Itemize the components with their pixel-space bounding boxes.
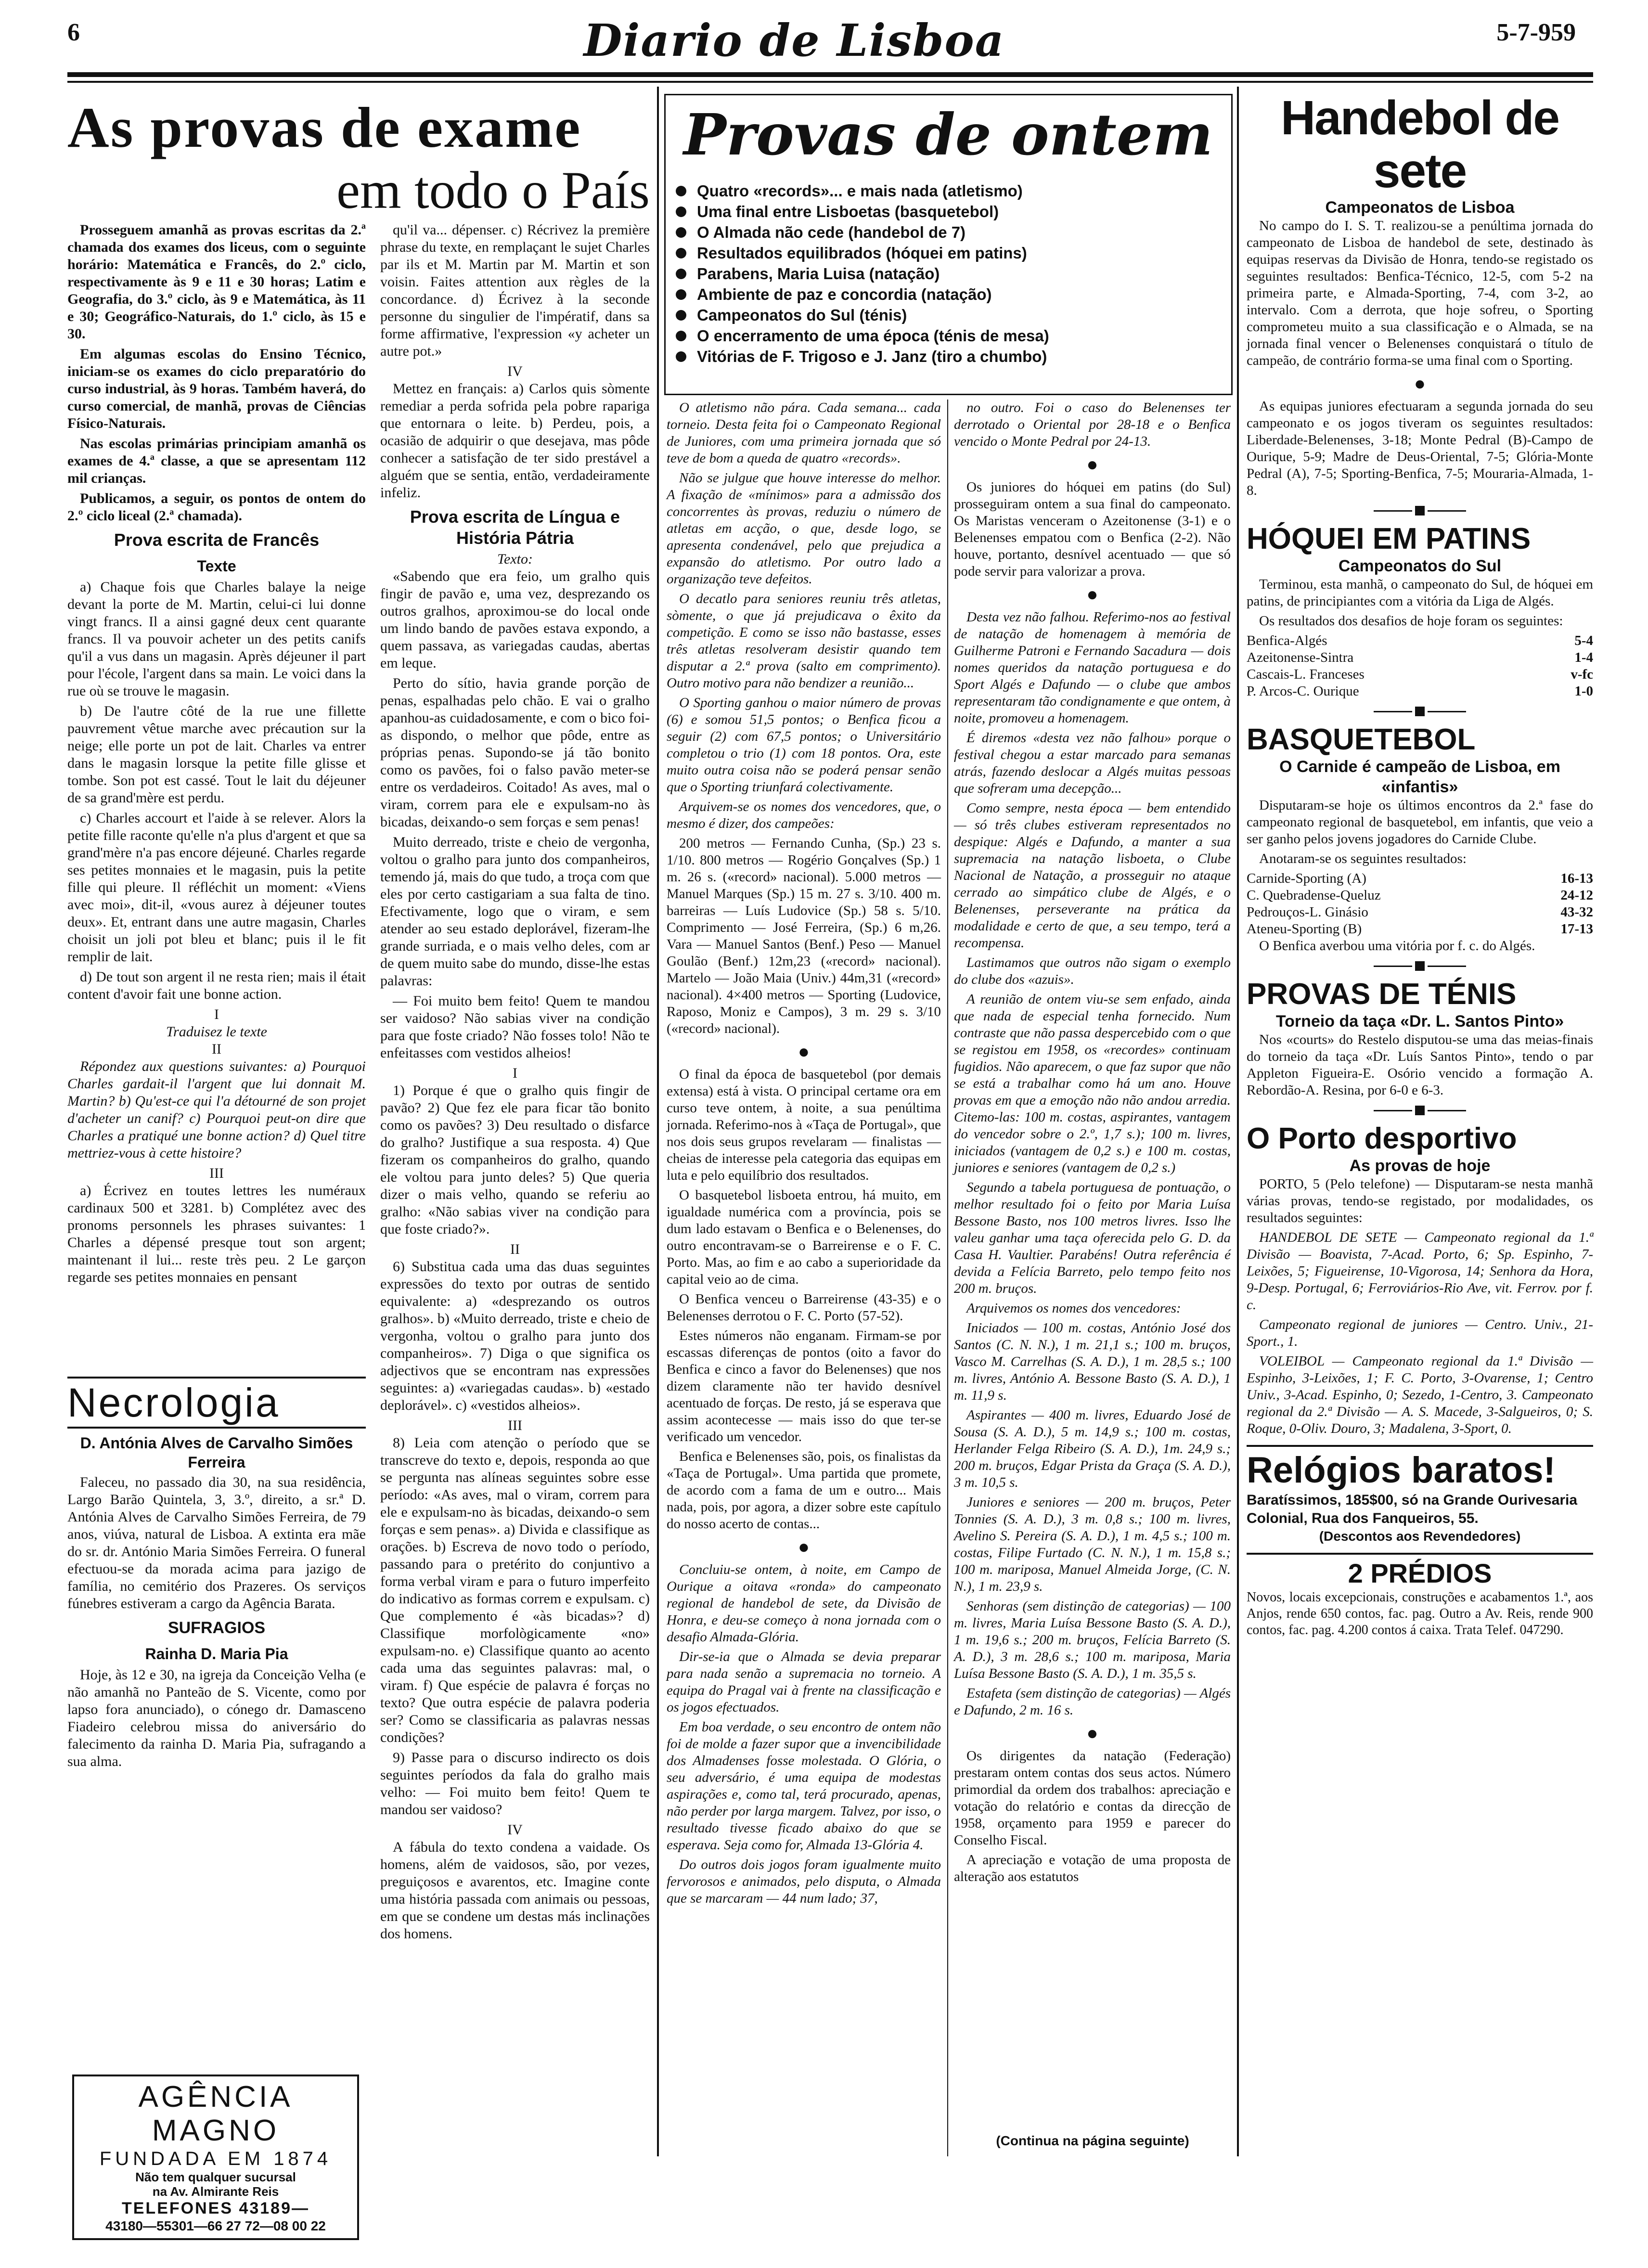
- separator-dot: ●: [1086, 453, 1098, 475]
- porto-body: [1247, 1176, 1593, 1437]
- result-row: [1247, 649, 1593, 666]
- provas-a14: Do outros dois jogos foram igualmente muito fervorosos e animados, pelo disputa, o Almada que se marcaram — 44 num lado; 37,: [667, 1857, 941, 1906]
- provas-b9: Arquivemos os nomes dos vencedores:: [966, 1301, 1181, 1316]
- result-score: 17-13: [1560, 921, 1593, 937]
- provas-a2: Não se julgue que houve interesse do melhor. A fixação de «mínimos» para a admissão dos concorrentes às provas, reduziu o número de atletas em acção, o que, desde logo, se apresenta condenável, pelo que prejudica a expansão do atletismo. Por outro lado a organização teve defeitos.: [667, 470, 941, 587]
- ecrivez: a) Écrivez en toutes lettres les numéraux cardinaux 500 et 3281. b) Complétez avec des pronoms personnels les phrases suivantes: 1 Charles a dépensé presque tout son argent; maintenant il lui... reste très peu. 2 Le garçon regarde ses petites monnaies en pensant: [67, 1183, 366, 1285]
- exames-title-line2: em todo o País: [336, 161, 650, 219]
- roman-iii-b: III: [508, 1418, 522, 1433]
- result-row: [1247, 870, 1593, 887]
- porto-p1: PORTO, 5 (Pelo telefone) — Disputaram-se nesta manhã várias provas, tendo-se registado, por modalidades, os resultados seguintes:: [1247, 1176, 1593, 1225]
- result-match: Benfica-Algés: [1247, 633, 1327, 648]
- necrologia-name: D. Antónia Alves de Carvalho Simões Ferreira: [80, 1434, 353, 1471]
- provas-b6: Lastimamos que outros não sigam o exemplo do clube dos «azuis».: [954, 955, 1231, 987]
- agencia-magno-ad: [72, 2075, 359, 2240]
- result-score: 24-12: [1560, 888, 1593, 903]
- provas-b7: A reunião de ontem viu-se sem enfado, ainda que nada de especial tenha fornecido. Num contraste que não passa despercebido com o que se registou em 1958, os «recordes» continuam fugidios. Não aparecem, o que faz supor que não se está a trabalhar como há um ano. Houve provas em que a emoção não não andou arredia. Citemo-las: 100 m. costas, aspirantes, vantagem do vencedor sobre o 2.º, 1,7 s.); 100 m. livres, iniciados (vantagem de 0,2 s.) e 100 m. costas, juniores e seniores (vantagem de 0,2 s.): [954, 992, 1231, 1175]
- section-divider: [1247, 707, 1593, 716]
- bullet-icon: [676, 227, 686, 238]
- questions-i: 1) Porque é que o gralho quis fingir de pavão? 2) Que fez ele para ficar tão bonito como os pavões? 3) Deu resultado o disfarce do gralho? Justifique a sua resposta. 4) Que fizeram os companheiros do gralho, quando ele voltou para junto deles? 5) Que queria dizer o mais velho, quando se referiu ao gralho: «Não sabias viver na condição para que foste criado?».: [380, 1082, 650, 1237]
- provas-bullet-text: O encerramento de uma época (ténis de mesa): [697, 327, 1049, 345]
- bullet-icon: [676, 289, 686, 300]
- agencia-line1: Não tem qualquer sucursal: [135, 2170, 296, 2184]
- questions-iv: A fábula do texto condena a vaidade. Os homens, além de vaidosos, são, por vezes, preguiçosos e avarentos, etc. Imagine conte uma história passada com animais ou pessoas, em que se condene um destas más inclinações dos homens.: [380, 1839, 650, 1942]
- hoquei-body: [1247, 576, 1593, 700]
- traduisez: Traduisez le texte: [166, 1024, 267, 1040]
- lingua-heading: Prova escrita de Língua e História Pátria: [410, 507, 620, 548]
- provas-b10: Iniciados — 100 m. costas, António José dos Santos (C. N. N.), 1 m. 21,1 s.; 100 m. bruços, Vasco M. Carrelhas (S. A. D.), 1 m. 28,5 s.; 100 m. livres, António A. Bessone Basto (S. A. D.), 1 m. 11,9 s.: [954, 1320, 1231, 1403]
- provas-a11: Concluiu-se ontem, à noite, em Campo de Ourique a oitava «ronda» do campeonato regional de handebol de sete, da Divisão de Honra, e deu-se começo à nona jornada com o desafio Almada-Glória.: [667, 1562, 941, 1645]
- provas-bullet-text: Resultados equilibrados (hóquei em patins): [697, 244, 1027, 262]
- porto-p3: Campeonato regional de juniores — Centro. Univ., 21-Sport., 1.: [1247, 1317, 1593, 1349]
- agencia-phones: 43180—55301—66 27 72—08 00 22: [105, 2218, 326, 2233]
- result-row: [1247, 632, 1593, 649]
- provas-a9: Estes números não enganam. Firmam-se por escassas diferenças de pontos (oito a favor do Benfica e cinco a favor do Belenenses) que nos dizem claramente não ter havido desnível acentuado de forças. De resto, já se esperava que assim acontecesse — mais isso do que ter-se verificado um vencedor.: [667, 1328, 941, 1444]
- questions-iii: 8) Leia com atenção o período que se transcreve do texto e, depois, responda ao que se pergunta nas alíneas seguintes sobre esse período: «As aves, mal o viram, correm para ele e expulsam-no às bicadas, deixando-o sem forças e sem penas». a) Divida e classifique as orações. b) Escreva de novo todo o período, passando para o pretérito do conjuntivo a forma verbal viram e para o futuro imperfeito do indicativo as formas correm e expulsam. c) Que complemento é «às bicadas»? d) Classifique morfològicamente «no» expulsam-no. e) Classifique quanto ao acento cada uma das seguintes palavras: mal, o viram. f) Que espécie de palavra é forças no texto? Que outra espécie de palavra poderia ser? Como se classificaria as palavras nessas condições?: [380, 1435, 650, 1745]
- col2-top: qu'il va... dépenser. c) Récrivez la première phrase du texte, en remplaçant le sujet Charles par ils et M. Martin par M. Martin et son voisin. Faites attention aux règles de la concordance. d) Écrivez à la seconde personne du singulier de l'impératif, dans sa forme affirmative, l'expression «y acheter un autre pot.»: [380, 222, 650, 359]
- provas-bullet-text: Campeonatos do Sul (ténis): [697, 306, 907, 324]
- result-match: P. Arcos-C. Ourique: [1247, 683, 1359, 699]
- roman-iii: III: [209, 1165, 224, 1181]
- provas-a3: O decatlo para seniores reuniu três atletas, sòmente, o que já prejudicava o êxito da competição. E como se isso não bastasse, esses três atletas resolveram desistir quando tem disputar a 2.ª prova (salto em comprimento). Outro motivo para não bendizer a reunião...: [667, 591, 941, 691]
- tenis-body: [1247, 1031, 1593, 1099]
- provas-b5: Como sempre, nesta época — bem entendido — só três clubes estiveram representados no despique: Algés e Dafundo, a manter a sua supremacia na natação lisboeta, o Clube Nacional de Natação, a prosseguir no ataque cerrado ao simpático clube de Algés, e o Belenenses, perseverante na prática da modalidade e certo de que, a seu tempo, terá a recompensa.: [954, 800, 1231, 951]
- provas-bullet-text: O Almada não cede (handebol de 7): [697, 223, 966, 241]
- exames-col-1: [67, 221, 366, 1289]
- handebol-p1: No campo do I. S. T. realizou-se a penúltima jornada do campeonato de Lisboa de handebol de sete, destinado às equipas reservas da Divisão de Honra, tendo-se registado os seguintes resultados: Benfica-Técnico, 12-5, com 5-2 na primeira parte, e Almada-Sporting, 7-4, com 3-2, ao intervalo. Com a derrota, que hoje sofreu, o Sporting comprometeu muito a sua classificação e o Almada, se na jornada final vencer o Belenenses conquistará o título de campeão, de contrário forma-se uma final com o Sporting.: [1247, 218, 1593, 368]
- provas-bullet: [674, 201, 1223, 222]
- result-match: C. Quebradense-Queluz: [1247, 888, 1381, 903]
- provas-bullet: [674, 346, 1223, 367]
- rainha-heading: Rainha D. Maria Pia: [145, 1645, 288, 1662]
- porto-title: O Porto desportivo: [1247, 1122, 1517, 1155]
- provas-b11: Aspirantes — 400 m. livres, Eduardo José de Sousa (S. A. D.), 5 m. 14,9 s.; 100 m. costas, Herlander Felga Ribeiro (S. A. D.), 1m. 24,9 s.; 200 m. bruços, Edgar Prista da Graça (S. A. D.), 3 m. 10,5 s.: [954, 1407, 1231, 1490]
- repondez: Répondez aux questions suivantes: a) Pourquoi Charles gardait-il l'argent que lui donnait M. Martin? b) Qu'est-ce qui l'a détourné de son projet d'acheter un canif? c) Pourquoi peut-on dire que Charles a pratiqué une bonne action? d) Quel titre mettriez-vous à cette histoire?: [67, 1058, 366, 1161]
- provas-b16: A apreciação e votação de uma proposta de alteração aos estatutos: [954, 1852, 1231, 1884]
- provas-a1: O atletismo não pára. Cada semana... cada torneio. Desta feita foi o Campeonato Regional de Juniores, com uma primeira jornada que só teve de bom a queda de quatro «records».: [667, 400, 941, 466]
- header-rule-thin: [67, 81, 1593, 83]
- frances-para-a: a) Chaque fois que Charles balaye la neige devant la porte de M. Martin, celui-ci lui donne vingt francs. Il a ainsi gagné deux cent quarante francs. Il va pouvoir acheter un des petits canifs qu'il a vus dans un magasin. Après déjeuner il part pour l'école, l'argent dans sa main. Le voici dans la rue où se trouve le magasin.: [67, 579, 366, 699]
- result-score: 1-4: [1574, 650, 1593, 665]
- result-score: v-fc: [1571, 667, 1593, 682]
- issue-date: 5-7-959: [1496, 19, 1576, 46]
- separator-dot: ●: [1086, 1722, 1098, 1744]
- provas-bullet-text: Uma final entre Lisboetas (basquetebol): [697, 203, 999, 220]
- column-rule-inner: [947, 399, 948, 2156]
- exames-lead-2: Em algumas escolas do Ensino Técnico, iniciam-se os exames do ciclo preparatório do curso industrial, às 9 horas. Também haverá, do curso comercial, de manhã, provas de Ciências Físico-Naturais.: [67, 346, 366, 431]
- result-row: [1247, 666, 1593, 683]
- relogios-title: Relógios baratos!: [1247, 1450, 1556, 1491]
- relogios-text: Baratíssimos, 185$00, só na Grande Ourivesaria Colonial, Rua dos Fanqueiros, 55.: [1247, 1492, 1578, 1526]
- result-match: Ateneu-Sporting (B): [1247, 921, 1362, 937]
- frances-para-c: c) Charles accourt et l'aide à se relever. Alors la petite fille raconte qu'elle n'a plus d'argent et que sa grand'mère n'a pas encore déjeuné. Charles regarde ses petites monnaies et le magasin, puis la petite fille qui pleure. Il réfléchit un moment: «Viens avec moi», dit-il, «vous aurez à déjeuner toutes deux». Et, entrant dans une autre magasin, Charles choisit un joli pot bleu et blanc; puis il le fit remplir de lait.: [67, 810, 366, 965]
- provas-b1: no outro. Foi o caso do Belenenses ter derrotado o Oriental por 28-18 e o Benfica vencido o Monte Pedral por 24-13.: [954, 400, 1231, 449]
- provas-bullet: [674, 222, 1223, 243]
- provas-bullet-text: Quatro «records»... e mais nada (atletismo): [697, 182, 1023, 200]
- hoquei-p1: Terminou, esta manhã, o campeonato do Sul, de hóquei em patins, de principiantes com a vitória da Liga de Algés.: [1247, 577, 1593, 609]
- porto-sub: As provas de hoje: [1349, 1157, 1491, 1175]
- provas-bullet: [674, 305, 1223, 325]
- provas-bullet: [674, 325, 1223, 346]
- necrologia-title: Necrologia: [67, 1377, 366, 1429]
- result-score: 1-0: [1574, 683, 1593, 699]
- lingua-p4: — Foi muito bem feito! Quem te mandou ser vaidoso? Não sabias viver na condição para que foste criado? Não fosses tolo! Não te enfeitasses com vestidos alheios!: [380, 993, 650, 1061]
- masthead: Diario de Lisboa: [583, 14, 1005, 66]
- questions-9: 9) Passe para o discurso indirecto os dois seguintes períodos da fala do gralho mais velho: — Foi muito bem feito! Quem te mandou ser vaidoso?: [380, 1750, 650, 1817]
- tenis-sub: Torneio da taça «Dr. L. Santos Pinto»: [1275, 1012, 1564, 1031]
- predios-text: Novos, locais excepcionais, construções e acabamentos 1.ª, aos Anjos, rende 650 contos, fac. pag. Outro a Av. Reis, rende 900 contos, fac. pag. 4.200 contos á caixa. Trata Telef. 047290.: [1247, 1590, 1593, 1637]
- column-rule-1: [657, 87, 659, 2156]
- roman-ii-b: II: [510, 1241, 520, 1257]
- provas-b14: Estafeta (sem distinção de categorias) — Algés e Dafundo, 2 m. 16 s.: [954, 1686, 1231, 1718]
- hoquei-title: HÓQUEI EM PATINS: [1247, 522, 1531, 555]
- exames-lead-3: Nas escolas primárias principiam amanhã os exames de 4.ª classe, a que se apresentam 112 mil crianças.: [67, 436, 366, 486]
- porto-p2: HANDEBOL DE SETE — Campeonato regional da 1.ª Divisão — Boavista, 7-Acad. Porto, 6; Sp. Espinho, 7-Leixões, 5; Figueirense, 10-Vigorosa, 14; Senhora da Hora, 9-Desp. Portugal, 6; Ferroviários-Rio Ave, vit. Ferrov. por f. c.: [1247, 1230, 1593, 1313]
- predios-ad: [1247, 1553, 1593, 1638]
- roman-iv-b: IV: [507, 1822, 523, 1838]
- texte-heading: Texte: [197, 557, 236, 575]
- predios-title: 2 PRÉDIOS: [1348, 1558, 1492, 1588]
- provas-b12: Juniores e seniores — 200 m. bruços, Peter Tonnies (S. A. D.), 3 m. 0,8 s.; 100 m. livres, Avelino S. Pereira (S. A. D.), 1 m. 4,5 s.; 100 m. costas, Filipe Furtado (C. N. N.), 1 m. 15,8 s.; 100 m. mariposa, Manuel Almeida Jorge, (C. N. N.), 1 m. 23,9 s.: [954, 1495, 1231, 1594]
- provas-b8: Segundo a tabela portuguesa de pontuação, o melhor resultado foi o feito por Maria Luísa Bessone Basto, nos 100 metros livres. Isso lhe valeu ganhar uma taça oferecida pelo G. D. da Casa H. Vaultier. Parabéns! Outra referência é devida a Felícia Barreto, pelo tempo feito nos 200 m. bruços.: [954, 1180, 1231, 1296]
- bullet-icon: [676, 310, 686, 321]
- provas-b13: Senhoras (sem distinção de categorias) — 100 m. livres, Maria Luísa Bessone Basto (S. A. D.), 1 m. 19,6 s.; 200 m. bruços, Felícia Barreto (S. A. D.), 3 m. 28,6 s.; 100 m. mariposa, Maria Luísa Bessone Basto (S. A. D.), 1 m. 35,5 s.: [954, 1598, 1231, 1681]
- roman-iv: IV: [507, 363, 523, 379]
- frances-heading: Prova escrita de Francês: [114, 530, 320, 550]
- tenis-title: PROVAS DE TÉNIS: [1247, 978, 1517, 1011]
- bullet-icon: [676, 331, 686, 341]
- agencia-phones-label: TELEFONES 43189—: [121, 2199, 309, 2217]
- provas-b3: Desta vez não falhou. Referimo-nos ao festival de natação de homenagem à memória de Guilherme Patroni e Fernando Sacadura — dois nomes queridos da natação portuguesa e do Sport Algés e Dafundo — o clube que ambos representaram tão condignamente e que ontem, à noite, promoveu a homenagem.: [954, 609, 1231, 726]
- provas-a5: Arquivem-se os nomes dos vencedores, que, o mesmo é dizer, dos campeões:: [667, 799, 941, 831]
- separator-dot: ●: [1414, 373, 1426, 394]
- handebol-body: [1247, 218, 1593, 499]
- page-number: 6: [67, 19, 80, 46]
- result-row: [1247, 921, 1593, 938]
- result-match: Cascais-L. Franceses: [1247, 667, 1365, 682]
- necrologia-body: [67, 1474, 366, 1770]
- section-divider: [1247, 506, 1593, 515]
- questions-ii: 6) Substitua cada uma das duas seguintes expressões do texto por outras de sentido equivalente: a) «desprezando os outros gralhos». b) «Muito derreado, triste e cheio de vergonha, voltou o gralho para junto dos companheiros». 7) Diga o que significa os adjectivos que se encontram nas expressões seguintes: a) «variegadas caudas». b) «estado deplorável». c) «vestidos alheios».: [380, 1259, 650, 1413]
- provas-a4: O Sporting ganhou o maior número de provas (6) e somou 51,5 pontos; o Benfica ficou a seguir (2) com 67,5 pontos; o Universitário completou o trio (1) com 18 pontos. Ora, este muito outra coisa não se poderá pensar senão que o Sporting triunfará colectivamente.: [667, 695, 941, 795]
- provas-bullet: [674, 263, 1223, 284]
- provas-bullet: [674, 180, 1223, 201]
- frances-para-b: b) De l'autre côté de la rue une fillette pauvrement vêtue marche avec précaution sur la neige; elle porte un pot de lait. Charles va entrer dans le magasin lorsque la petite fille glisse et tombe. Son pot est cassé. Tout le lait du déjeuner de sa grand'mère est perdu.: [67, 703, 366, 806]
- header-rule: [67, 72, 1593, 77]
- basquetebol-p3: O Benfica averbou uma vitória por f. c. do Algés.: [1259, 938, 1535, 954]
- result-match: Carnide-Sporting (A): [1247, 871, 1366, 886]
- column-rule-2: [1237, 87, 1239, 2156]
- provas-bullet-text: Ambiente de paz e concordia (natação): [697, 285, 992, 303]
- continua-note: (Continua na página seguinte): [996, 2133, 1189, 2148]
- hoquei-p2: Os resultados dos desafios de hoje foram os seguintes:: [1259, 613, 1563, 629]
- provas-b2: Os juniores do hóquei em patins (do Sul) prosseguiram ontem a sua final do campeonato. Os Maristas venceram o Azeitonense (3-1) e o Belenenses empatou com o Benfica (2-2). Não houve, portanto, desnível acentuado — que só pode servir para valorizar a prova.: [954, 479, 1231, 579]
- provas-title: Provas de ontem: [683, 101, 1213, 168]
- provas-bullets: [674, 180, 1223, 367]
- bullet-icon: [676, 248, 686, 258]
- handebol-p2: As equipas juniores efectuaram a segunda jornada do seu campeonato e os jogos tiveram os seguintes resultados: Liberdade-Belenenses, 3-18; Monte Pedral (B)-Campo de Ourique, 5-9; Madre de Deus-Oriental, 7-5; Glória-Monte Pedral (A), 7-5; Sporting-Benfica, 7-5; Mouraria-Almada, 1-8.: [1247, 399, 1593, 498]
- basquetebol-body: [1247, 797, 1593, 954]
- agencia-name: AGÊNCIA MAGNO: [138, 2080, 293, 2147]
- provas-bullet-text: Parabens, Maria Luisa (natação): [697, 265, 940, 283]
- section-divider: [1247, 1106, 1593, 1115]
- agencia-line2: na Av. Almirante Reis: [152, 2184, 279, 2199]
- result-row: [1247, 683, 1593, 700]
- provas-bullet-text: Vitórias de F. Trigoso e J. Janz (tiro a chumbo): [697, 348, 1047, 365]
- tenis-p1: Nos «courts» do Restelo disputou-se uma das meias-finais do torneio da taça «Dr. Luís Santos Pinto», tendo o par Appleton Figueira-E. Osório vencido a formação A. Rebordão-A. Resina, por 6-0 e 6-3.: [1247, 1032, 1593, 1098]
- exames-col-2: [380, 221, 650, 1946]
- roman-i: I: [214, 1006, 219, 1022]
- exames-title-line1: As provas de exame: [67, 95, 582, 159]
- lingua-p1: «Sabendo que era feio, um gralho quis fingir de pavão e, uma vez, desprezando os outros gralhos, aproximou-se do local onde um lindo bando de pavões estava expondo, a quem passava, as variegadas caudas, abertas em leque.: [380, 568, 650, 671]
- hoquei-sub: Campeonatos do Sul: [1338, 557, 1502, 575]
- provas-b4: É diremos «desta vez não falhou» porque o festival chegou a estar marcado para semanas atrás, fazendo deslocar a Algés muitas pessoas que sofreram uma decepção...: [954, 730, 1231, 796]
- result-score: 5-4: [1574, 633, 1593, 648]
- result-row: [1247, 904, 1593, 921]
- result-match: Pedrouços-L. Ginásio: [1247, 904, 1368, 920]
- separator-dot: ●: [798, 1536, 810, 1558]
- separator-dot: ●: [798, 1041, 810, 1062]
- porto-p4: VOLEIBOL — Campeonato regional da 1.ª Divisão — Espinho, 3-Leixões, 1; F. C. Porto, 3-Ovarense, 1; Centro Univ., 3-Acad. Espinho, 0; Sezedo, 1-Centro, 3. Campeonato regional da 2.ª Divisão — A. S. Macede, 3-Salgueiros, 0; S. Roque, 0-Oliv. Douro, 3; Madalena, 3-Sport, 0.: [1247, 1353, 1593, 1436]
- bullet-icon: [676, 351, 686, 362]
- sufragios-heading: SUFRAGIOS: [167, 1619, 266, 1637]
- agencia-founded: FUNDADA EM 1874: [99, 2148, 332, 2169]
- result-score: 43-32: [1560, 904, 1593, 920]
- exames-lead-4: Publicamos, a seguir, os pontos de ontem do 2.º ciclo liceal (2.ª chamada).: [67, 490, 366, 524]
- sports-right-column: [1247, 91, 1593, 1638]
- basquetebol-p1: Disputaram-se hoje os últimos encontros da 2.ª fase do campeonato regional de basquetebol, em infantis, que veio a ser ganho pelos jovens jogadores do Carnide Clube.: [1247, 798, 1593, 847]
- bullet-icon: [676, 206, 686, 217]
- result-row: [1247, 887, 1593, 904]
- provas-a8: O Benfica venceu o Barreirense (43-35) e o Belenenses derrotou o F. C. Porto (57-52).: [667, 1291, 941, 1324]
- relogios-ad: [1247, 1445, 1593, 1545]
- provas-a-results: 200 metros — Fernando Cunha, (Sp.) 23 s. 1/10. 800 metros — Rogério Gonçalves (Sp.) 1 m. 26 s. («record» nacional). 5.000 metros — Manuel Marques (Sp.) 15 m. 27 s. 3/10. 400 m. barreiras — Luís Ludovice (Sp.) 58 s. 5/10. Comprimento — José Ferreira, (Sp.) 6 m,26. Vara — Manuel Santos (Benf.) Peso — Manuel Goulão (Benf.) 12m,23 («record» nacional). Martelo — João Maia (Univ.) 44m,31 («record» nacional). 4×400 metros — Sporting (Ludovice, Raposo, Moniz e Campos), 3 m. 29 s. 3/10 («record» nacional).: [667, 836, 941, 1036]
- provas-col-a: [667, 399, 941, 1910]
- handebol-sub: Campeonatos de Lisboa: [1325, 198, 1515, 217]
- basquetebol-p2: Anotaram-se os seguintes resultados:: [1259, 851, 1467, 866]
- lingua-p2: Perto do sítio, havia grande porção de penas, espalhadas pelo chão. E vai o gralho apanhou-as cuidadosamente, e com o bico foi-as dispondo, o melhor que pôde, entre as próprias penas. Supondo-se já tão bonito como os pavões, foi o falso pavão meter-se entre os verdadeiros. Coitado! As aves, mal o viram, correm para ele e expulsam-no às bicadas, deixando-o sem forças e sem penas!: [380, 675, 650, 830]
- provas-bullet: [674, 284, 1223, 305]
- frances-para-d: d) De tout son argent il ne resta rien; mais il était content d'avoir fait une bonne action.: [67, 969, 366, 1002]
- provas-a6: O final da época de basquetebol (por demais extensa) está à vista. O principal certame ora em curso teve ontem, à noite, a sua penúltima jornada. Referimo-nos à «Taça de Portugal», que nos dois seus grupos revelaram — finalistas — cheias de interesse pela categoria das equipas em luta e pelo equilíbrio dos resultados.: [667, 1067, 941, 1183]
- bullet-icon: [676, 269, 686, 279]
- provas-a13: Em boa verdade, o seu encontro de ontem não foi de molde a fazer supor que a invencibilidade dos Almadenses fosse molestada. O Glória, o seu adversário, é uma equipa de modestas aspirações e, como tal, terá procurado, apenas, não perder por larga margem. Talvez, por isso, o resultado tivesse ficado abaixo do que se esperava. Seja como for, Almada 13-Glória 4.: [667, 1719, 941, 1853]
- basquetebol-sub: O Carnide é campeão de Lisboa, em «infantis»: [1279, 758, 1560, 796]
- necrologia-section: [67, 1377, 366, 1773]
- provas-a7: O basquetebol lisboeta entrou, há muito, em igualdade numérica com a província, pois se dum lado estavam o Benfica e o Belenenses, do outro encontravam-se o Barreirense e o F. C. Porto. Mas, ao fim e ao cabo a superioridade da capital veio ao de cima.: [667, 1187, 941, 1287]
- relogios-note: (Descontos aos Revendedores): [1319, 1529, 1521, 1544]
- sufragio-text: Hoje, às 12 e 30, na igreja da Conceição Velha (e não amanhã no Panteão de S. Vicente, como por lapso fora anunciado), o cónego dr. Damasceno Fiadeiro celebrou missa do aniversário do falecimento da rainha D. Maria Pia, sufragando a sua alma.: [67, 1667, 366, 1769]
- provas-b15: Os dirigentes da natação (Federação) prestaram ontem contas dos seus actos. Número primordial da ordem dos trabalhos: apreciação e votação do relatório e contas da direcção de 1958, orçamento para 1959 e parecer do Conselho Fiscal.: [954, 1748, 1231, 1848]
- provas-bullet: [674, 243, 1223, 263]
- bullet-icon: [676, 186, 686, 196]
- section-divider: [1247, 961, 1593, 971]
- exames-lead: Prosseguem amanhã as provas escritas da 2.ª chamada dos exames dos liceus, com o seguinte horário: Matemática e Francês, do 2.º ciclo, respectivamente às 9 e 11 e 30 horas; Latim e Geografia, do 3.º ciclo, às 9 e Matemática, às 11 e 30; Geográfico-Naturais, do 1.º ciclo, às 15 e 30.: [67, 222, 366, 342]
- roman-i-b: I: [513, 1065, 517, 1081]
- mettez: Mettez en français: a) Carlos quis sòmente remediar a perda sofrida pela pobre rapariga que entornara o leite. b) Perdeu, pois, a ocasião de adquirir o que desejava, mas pôde conhecer a satisfação de ter sido prestável a alguém que se sentia, então, verdadeiramente infeliz.: [380, 381, 650, 501]
- basquetebol-title: BASQUETEBOL: [1247, 723, 1476, 756]
- texto-label: Texto:: [497, 551, 533, 567]
- provas-a10: Benfica e Belenenses são, pois, os finalistas da «Taça de Portugal». Uma partida que promete, de acordo com a fama de um e outro... Mais nada, pois, por agora, a dizer sobre este capítulo do nosso acerto de contas...: [667, 1449, 941, 1532]
- roman-ii: II: [212, 1041, 221, 1057]
- result-match: Azeitonense-Sintra: [1247, 650, 1354, 665]
- separator-dot: ●: [1086, 583, 1098, 605]
- necrologia-text: Faleceu, no passado dia 30, na sua residência, Largo Barão Quintela, 3, 3.º, direito, a sr.ª D. Antónia Alves de Carvalho Simões Ferreira, de 79 anos, viúva, natural de Lisboa. A extinta era mãe do sr. dr. António Maria Simões Ferreira. O funeral efectuou-se da morada acima para jazigo de família, no cemitério dos Prazeres. Os serviços fúnebres estiveram a cargo da Agência Barata.: [67, 1474, 366, 1611]
- handebol-title: Handebol de sete: [1280, 91, 1559, 198]
- provas-col-b: [954, 399, 1231, 1888]
- lingua-p3: Muito derreado, triste e cheio de vergonha, voltou o gralho para junto dos companheiros, temendo já, mais do que tudo, a troça com que eles por certo castigariam a sua falta de tino. Efectivamente, logo que o viram, e sem atender ao seu estado deplorável, fizeram-lhe grande surriada, e o mais velho deles, com ar de quem muito sabe do mundo, disse-lhe estas palavras:: [380, 834, 650, 989]
- result-score: 16-13: [1560, 871, 1593, 886]
- provas-a12: Dir-se-ia que o Almada se devia preparar para nada senão a supremacia no torneio. A equipa do Pragal vai à frente na classificação e os jogos efectuados.: [667, 1649, 941, 1715]
